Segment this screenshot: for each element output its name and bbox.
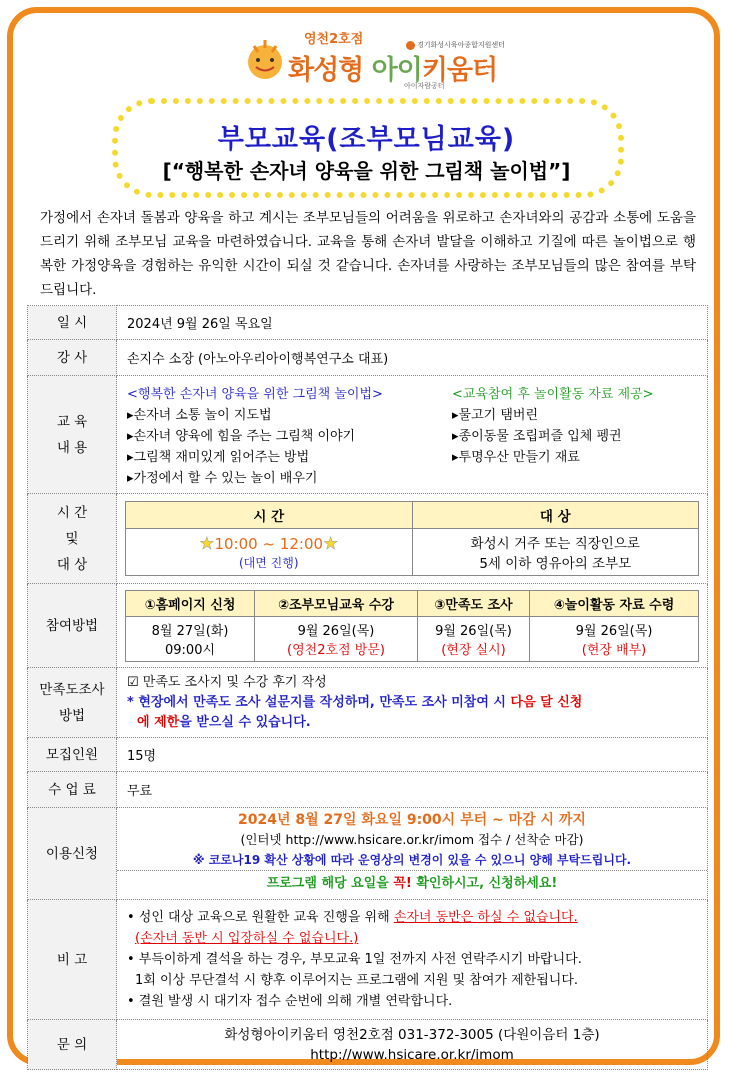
logo-sub: 아이자람공터 [404,82,445,90]
row-contact [28,1020,708,1070]
note-3: 1회 이상 무단결석 시 향후 이루어지는 프로그램에 지원 및 참여가 제한됩니다. [135,973,579,988]
step-note: (현장 실시) [441,642,506,658]
intro-paragraph: 가정에서 손자녀 돌봄과 양육을 하고 계시는 조부모님들의 어려움을 위로하고 손자녀와의 공감과 소통에 도움을 드리기 위해 조부모님 교육을 마련하였습니다. 교육을 통해 손자녀 발달을 이해하고 기질에 따른 놀이법으로 행복한 가정양육을 경험하는 유익한 시간이 되실 것 같습니다. 손자녀를 사랑하는 조부모님들의 많은 참여를 부탁드립니다. [40,210,696,298]
schedule-label [28,494,117,584]
survey-value [117,668,708,738]
survey-warning: 에 제한 [137,714,180,730]
center-logo-text: 경기화성시육아종합지원센터 [417,41,505,49]
apply-reminder-text: 프로그램 해당 요일을 [266,876,394,891]
step-head: ③만족도 조사 [417,590,529,616]
participation-label: 참여방법 [28,584,117,668]
survey-warning: 다음 달 신청 [510,694,583,710]
content-label-2: 내 용 [56,439,88,456]
apply-reminder [117,870,707,897]
mode-value: (대면 진행) [238,555,299,570]
target-line-2: 5세 이하 영유아의 조부모 [479,556,632,572]
lecturer-value: 손지수 소장 (아노아우리아이행복연구소 대표) [117,340,708,376]
schedule-table [125,501,699,576]
note-2: • 부득이하게 결석을 하는 경우, 부모교육 1일 전까지 사전 연락주시기 바랍니다. [127,952,582,967]
survey-label [28,668,117,738]
step-cell [530,616,699,661]
time-line [128,534,410,554]
info-table [27,305,708,1070]
lecturer-label: 강 사 [28,340,117,376]
step-note: (현장 배부) [581,642,647,658]
content-value [117,376,708,494]
row-content [28,376,708,494]
row-fee [28,772,708,808]
survey-line-3 [127,713,697,733]
capacity-value: 15명 [117,738,708,772]
step-date: 9월 26일(목) [435,623,512,639]
row-participation [28,584,708,668]
step-head: ④놀이활동 자료 수령 [530,590,699,616]
kiumter-logo [244,26,498,92]
step-note: (영천2호점 방문) [287,642,385,658]
fee-label: 수 업 료 [28,772,117,808]
row-apply [28,808,708,900]
logo-name [288,48,497,87]
page-subtitle: [“행복한 손자녀 양육을 위한 그림책 놀이법”] [162,159,571,183]
star-icon: ★ [199,533,215,554]
content-label [28,376,117,494]
row-lecturer [28,340,708,376]
apply-reminder-text: 확인하시고, 신청하세요! [411,876,558,891]
content-right-head: <교육참여 후 놀이활동 자료 제공> [452,387,654,402]
content-left-head: <행복한 손자녀 양육을 위한 그림책 놀이법> [127,387,383,402]
time-value: 10:00 ~ 12:00 [214,534,324,553]
apply-period: 2024년 8월 27일 화요일 9:00시 부터 ~ 마감 시 까지 [238,812,586,828]
center-logo-icon [406,41,415,50]
row-notes [28,900,708,1020]
content-right-item: ▸투명우산 만들기 재료 [452,450,580,465]
step-date: 8월 27일(화) [151,623,229,639]
date-value: 2024년 9월 26일 목요일 [117,306,708,340]
logo-branch: 영천2호점 [304,32,364,47]
schedule-label-1: 시 간 [56,504,88,521]
survey-line-2 [127,693,697,713]
row-capacity [28,738,708,772]
logo-name-c: 키움터 [421,55,498,86]
apply-url: (인터넷 http://www.hsicare.or.kr/imom 접수 / 선착순 마감) [240,832,584,847]
note-warning: 손자녀 동반은 하실 수 없습니다. [393,910,578,925]
content-right-item: ▸종이동물 조립퍼즐 입체 펭귄 [452,429,622,444]
step-note: 09:00시 [165,642,216,658]
schedule-label-2: 및 [65,530,79,547]
content-left-item: ▸손자녀 양육에 힘을 주는 그림책 이야기 [127,429,356,444]
content-label-1: 교 육 [56,413,88,430]
target-head: 대 상 [412,502,699,529]
survey-text: * 현장에서 만족도 조사 설문지를 작성하며, 만족도 조사 미참여 시 [127,694,511,710]
contact-label: 문 의 [28,1020,117,1070]
step-cell [255,616,418,661]
logo-name-b: 아이 [371,55,422,86]
apply-label: 이용신청 [28,808,117,900]
step-cell [417,616,529,661]
logo-name-a: 화성형 [288,55,372,86]
step-head: ①홈페이지 신청 [126,590,255,616]
step-date: 9월 26일(목) [575,623,653,639]
survey-text: 을 받으실 수 있습니다. [179,714,311,730]
note-text: • 성인 대상 교육으로 원활한 교육 진행을 위해 [127,910,394,925]
child-face-icon [244,36,286,82]
time-cell [126,529,413,576]
content-right-item: ▸물고기 탬버린 [452,408,539,423]
schedule-label-3: 대 상 [56,556,88,573]
step-date: 9월 26일(목) [297,623,375,639]
participation-table [125,590,699,662]
note-4: • 결원 발생 시 대기자 접수 순번에 의해 개별 연락합니다. [127,994,453,1009]
notes-value [117,900,708,1020]
apply-covid-note: ※ 코로나19 확산 상황에 따라 운영상의 변경이 있을 수 있으니 양해 부탁드립니다. [192,853,632,867]
target-cell [412,529,699,576]
notes-label: 비 고 [28,900,117,1020]
apply-reminder-emph: 꼭! [393,876,412,891]
survey-label-1: 만족도조사 [39,681,105,698]
content-left-item: ▸그림책 재미있게 읽어주는 방법 [127,450,310,465]
contact-line-1: 화성형아이키움터 영천2호점 031-372-3005 (다원이음터 1층) [224,1026,600,1043]
content-grid [127,383,697,486]
schedule-value [117,494,708,584]
apply-value [117,808,708,900]
capacity-label: 모집인원 [28,738,117,772]
content-left-item: ▸손자녀 소통 놀이 지도법 [127,408,272,423]
time-head: 시 간 [126,502,413,529]
row-survey [28,668,708,738]
step-head: ②조부모님교육 수강 [255,590,418,616]
survey-label-2: 방법 [58,707,86,724]
row-date [28,306,708,340]
target-line-1: 화성시 거주 또는 직장인으로 [470,536,640,552]
page-title: 부모교육(조부모님교육) [217,124,516,155]
star-icon: ★ [323,533,339,554]
date-label: 일 시 [28,306,117,340]
fee-value: 무료 [117,772,708,808]
note-1 [127,907,697,928]
center-logo [406,40,505,50]
content-left-item: ▸가정에서 할 수 있는 놀이 배우기 [127,471,318,486]
row-schedule [28,494,708,584]
note-1b: (손자녀 동반 시 입장하실 수 없습니다.) [135,931,359,946]
step-cell [126,616,255,661]
contact-value [117,1020,708,1070]
survey-line-1: ☑ 만족도 조사지 및 수강 후기 작성 [127,674,327,690]
contact-url[interactable]: http://www.hsicare.or.kr/imom [310,1046,514,1063]
participation-value [117,584,708,668]
